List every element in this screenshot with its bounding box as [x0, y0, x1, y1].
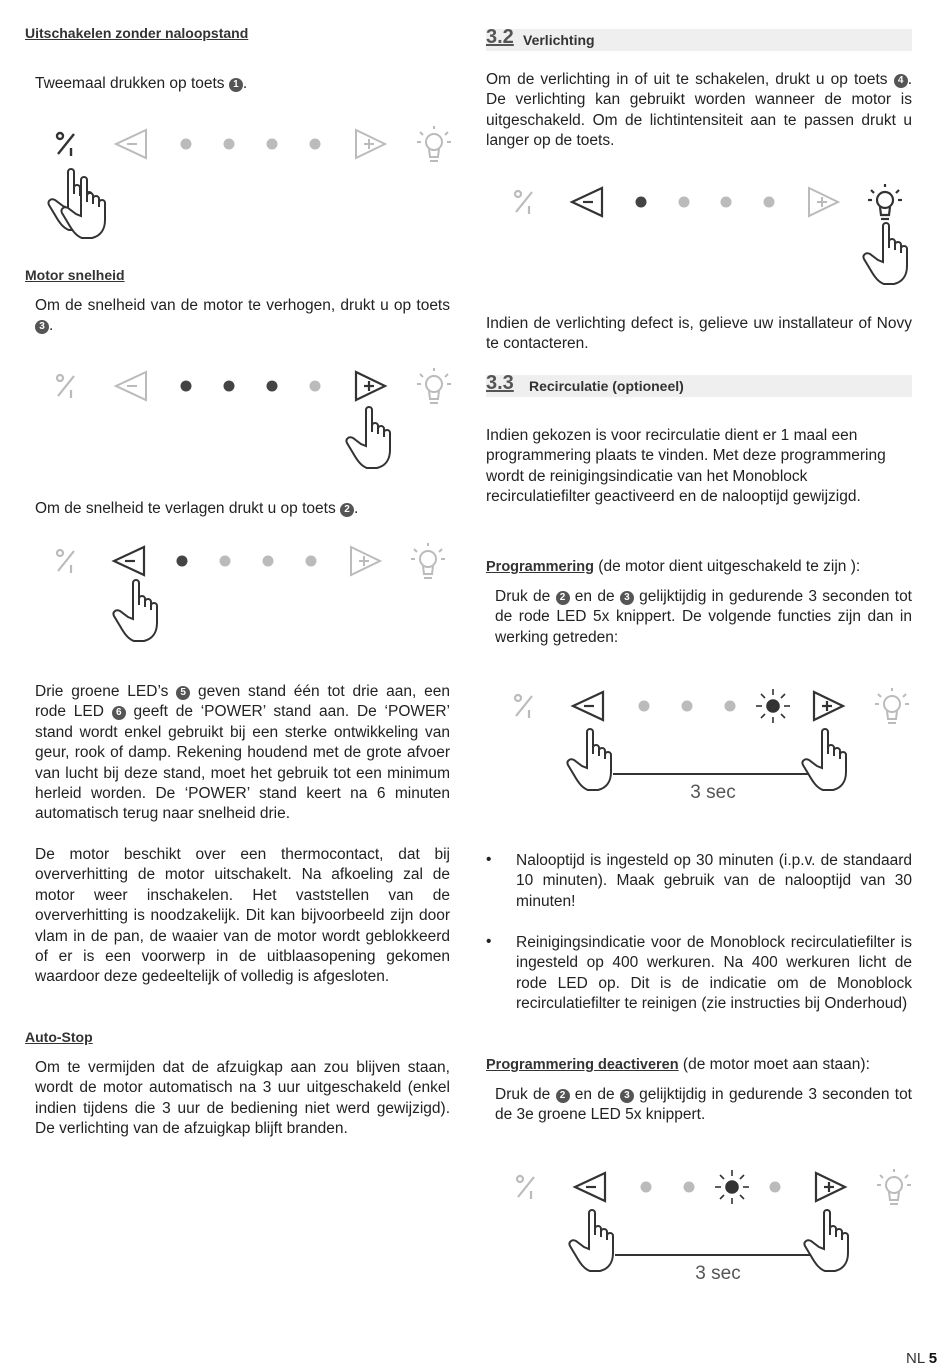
key-badge: 1	[229, 78, 243, 92]
led-dot-icon	[679, 197, 690, 208]
led-dot-icon	[639, 701, 650, 712]
text-fragment: en de	[569, 1086, 620, 1103]
hand-pointer-icon	[569, 1210, 613, 1271]
control-panel-off	[40, 120, 460, 240]
minus-arrow-icon	[116, 372, 146, 400]
duration-label: 3 sec	[690, 782, 736, 803]
lamp-icon	[417, 368, 451, 403]
led-dot-icon	[770, 1182, 781, 1193]
text-fragment: Druk de	[495, 588, 556, 605]
led-dot-icon	[682, 701, 693, 712]
text-fragment: en de	[569, 588, 620, 605]
bullet-marker: •	[486, 933, 492, 950]
key-badge: 5	[176, 686, 190, 700]
plus-arrow-icon	[809, 188, 838, 216]
hand-pointer-icon	[863, 223, 907, 284]
deactivate-heading-line	[486, 1055, 870, 1075]
hand-pointer-icon	[113, 580, 157, 641]
programmering-heading-line	[486, 557, 860, 577]
led-dot-icon	[721, 197, 732, 208]
led-dot-icon	[267, 381, 278, 392]
control-panel-speed-down	[40, 537, 460, 647]
section-number: 3.3	[486, 372, 514, 394]
key-badge: 3	[620, 1089, 634, 1103]
text-fragment: . De verlichting kan gebruikt worden wanneer de motor is uitgeschakeld. Om de lichtintensiteit aan te passen drukt u langer op de toets.	[486, 71, 912, 150]
text-fragment: Om de snelheid te verlagen drukt u op toets	[35, 500, 341, 517]
led-dot-icon	[263, 556, 274, 567]
text-fragment: (de motor moet aan staan):	[678, 1056, 870, 1073]
led-dot-icon	[310, 139, 321, 150]
control-panel-speed-up	[40, 362, 460, 472]
paragraph-verlichting-defect: Indien de verlichting defect is, gelieve uw installateur of Novy te contacteren.	[486, 315, 912, 353]
led-dot-icon	[181, 139, 192, 150]
text-fragment: geven stand één tot drie aan, een rode LED	[35, 683, 450, 721]
bullet-nalooptijd: Nalooptijd is ingesteld op 30 minuten (i.p.v. de standaard 10 minuten). Maak gebruik van de nalooptijd van 30 minuten!	[516, 852, 912, 910]
led-dot-icon	[310, 381, 321, 392]
paragraph-verhogen	[35, 296, 450, 337]
led-dot-icon	[636, 197, 647, 208]
plus-arrow-icon	[816, 1173, 845, 1201]
text-fragment: Om de verlichting in of uit te schakelen, drukt u op toets	[486, 71, 888, 88]
text-fragment: gelijktijdig in gedurende 3 seconden tot de 3e groene LED 5x knippert.	[495, 1086, 912, 1124]
lamp-icon	[877, 1169, 911, 1204]
hand-pointer-icon	[804, 1210, 848, 1271]
lamp-icon	[868, 184, 902, 219]
blink-led-icon	[715, 1170, 749, 1204]
led-dot-icon	[177, 556, 188, 567]
key-badge: 2	[556, 591, 570, 605]
deactivate-heading: Programmering deactiveren	[486, 1057, 679, 1073]
paragraph-thermocontact: De motor beschikt over een thermocontact, dat bij oververhitting de motor uitschakelt. Na afkoeling zal de motor weer inschakelen. Het vaststellen van de oververhitting is noodzakelijk. Dit kan bijvoorbeeld zijn door vlam in de pan, de waaier van de motor wordt geblokkeerd of er is een voorwerp in de uitblaasopening gekomen waardoor deze gedeeltelijk of volledig is afgesloten.	[35, 846, 450, 986]
plus-arrow-icon	[351, 547, 380, 575]
led-dot-icon	[684, 1182, 695, 1193]
section-number: 3.2	[486, 26, 514, 48]
hand-pointer-icon	[802, 729, 846, 790]
key-badge: 4	[894, 74, 908, 88]
led-dot-icon	[224, 139, 235, 150]
minus-arrow-icon	[573, 692, 603, 720]
led-dot-icon	[224, 381, 235, 392]
led-dot-icon	[641, 1182, 652, 1193]
blink-led-icon	[756, 689, 790, 723]
footer-lang: NL	[906, 1350, 925, 1367]
text-fragment: Drie groene LED’s	[35, 683, 177, 700]
lamp-icon	[411, 543, 445, 578]
lamp-icon	[417, 126, 451, 161]
control-panel-programming	[498, 682, 918, 812]
key-badge: 3	[35, 320, 49, 334]
text-fragment: geeft de ‘POWER’ stand aan. De ‘POWER’ stand wordt enkel gebruikt bij een sterke ontwikkeling van geur, rook of damp. Rekening houdend met de grote afvoer van lucht bij deze stand, moet het gebruik tot een minimum herleid worden. De ‘POWER’ stand keert na 6 minuten automatisch terug naar snelheid drie.	[35, 703, 450, 823]
hand-pointer-icon	[567, 729, 611, 790]
bullet-marker: •	[486, 851, 492, 868]
text-fragment: Om de snelheid van de motor te verhogen, drukt u op toets	[35, 297, 450, 314]
paragraph-deactiveren	[495, 1085, 912, 1126]
text-fragment: Druk de	[495, 1086, 556, 1103]
heading-uitschakelen: Uitschakelen zonder naloopstand	[25, 25, 249, 41]
percent-icon	[57, 550, 74, 573]
heading-motor-snelheid: Motor snelheid	[25, 267, 125, 283]
paragraph-power	[35, 682, 450, 825]
control-panel-deactivate	[500, 1163, 920, 1293]
plus-arrow-icon	[814, 692, 843, 720]
percent-icon	[515, 695, 532, 718]
percent-icon	[57, 375, 74, 398]
lamp-icon	[875, 688, 909, 723]
minus-arrow-icon	[116, 130, 146, 158]
key-badge: 2	[556, 1089, 570, 1103]
minus-arrow-icon	[575, 1173, 605, 1201]
paragraph-programmering	[495, 587, 912, 648]
paragraph-verlagen	[35, 499, 358, 519]
key-badge: 6	[112, 706, 126, 720]
hand-pointer-icon	[346, 407, 390, 468]
text-fragment: .	[354, 500, 359, 517]
text-fragment: .	[49, 317, 54, 335]
led-dot-icon	[267, 139, 278, 150]
percent-icon	[517, 1176, 534, 1199]
bullet-reinigingsindicatie: Reinigingsindicatie voor de Monoblock recirculatiefilter is ingesteld op 400 werkuren. Na 400 werkuren licht de rode LED op. Dit is de indicatie om de Monoblock recirculatiefilter te reinigen (zie instructies bij Onderhoud)	[516, 934, 912, 1013]
minus-arrow-icon	[114, 547, 144, 575]
paragraph-verlichting	[486, 70, 912, 152]
page-footer	[906, 1350, 937, 1367]
percent-icon	[515, 191, 532, 214]
led-dot-icon	[220, 556, 231, 567]
led-dot-icon	[306, 556, 317, 567]
plus-arrow-icon	[356, 130, 385, 158]
percent-icon	[57, 133, 74, 156]
section-title: Verlichting	[523, 32, 595, 48]
programmering-heading: Programmering	[486, 559, 594, 575]
section-title: Recirculatie (optioneel)	[529, 378, 684, 394]
led-dot-icon	[764, 197, 775, 208]
text-fragment: .	[242, 75, 248, 92]
heading-auto-stop: Auto-Stop	[25, 1029, 93, 1045]
duration-label: 3 sec	[695, 1263, 741, 1284]
key-badge: 3	[620, 591, 634, 605]
minus-arrow-icon	[572, 188, 602, 216]
control-panel-lamp	[498, 178, 918, 288]
paragraph-recirculatie: Indien gekozen is voor recirculatie dient er 1 maal een programmering plaats te vinden. Met deze programmering wordt de reinigingsindicatie van het Monoblock recirculatiefilter geactiveerd en de nalooptijd gewijzigd.	[486, 427, 886, 506]
text-fragment: Tweemaal drukken op toets	[35, 75, 229, 92]
led-dot-icon	[725, 701, 736, 712]
page-number: 5	[928, 1350, 938, 1367]
text-fragment: gelijktijdig in gedurende 3 seconden tot de rode LED 5x knippert. De volgende functies zijn dan in werking getreden:	[495, 588, 912, 646]
plus-arrow-icon	[356, 372, 385, 400]
paragraph-auto-stop: Om te vermijden dat de afzuigkap aan zou blijven staan, wordt de motor automatisch na 3 uur uitgeschakeld (enkel indien tijdens die 3 uur de bediening niet werd gewijzigd). De verlichting van de afzuigkap blijft branden.	[35, 1059, 450, 1138]
led-dot-icon	[181, 381, 192, 392]
text-fragment: (de motor dient uitgeschakeld te zijn ):	[593, 558, 861, 575]
key-badge: 2	[340, 503, 354, 517]
paragraph-tweemaal	[35, 74, 247, 94]
